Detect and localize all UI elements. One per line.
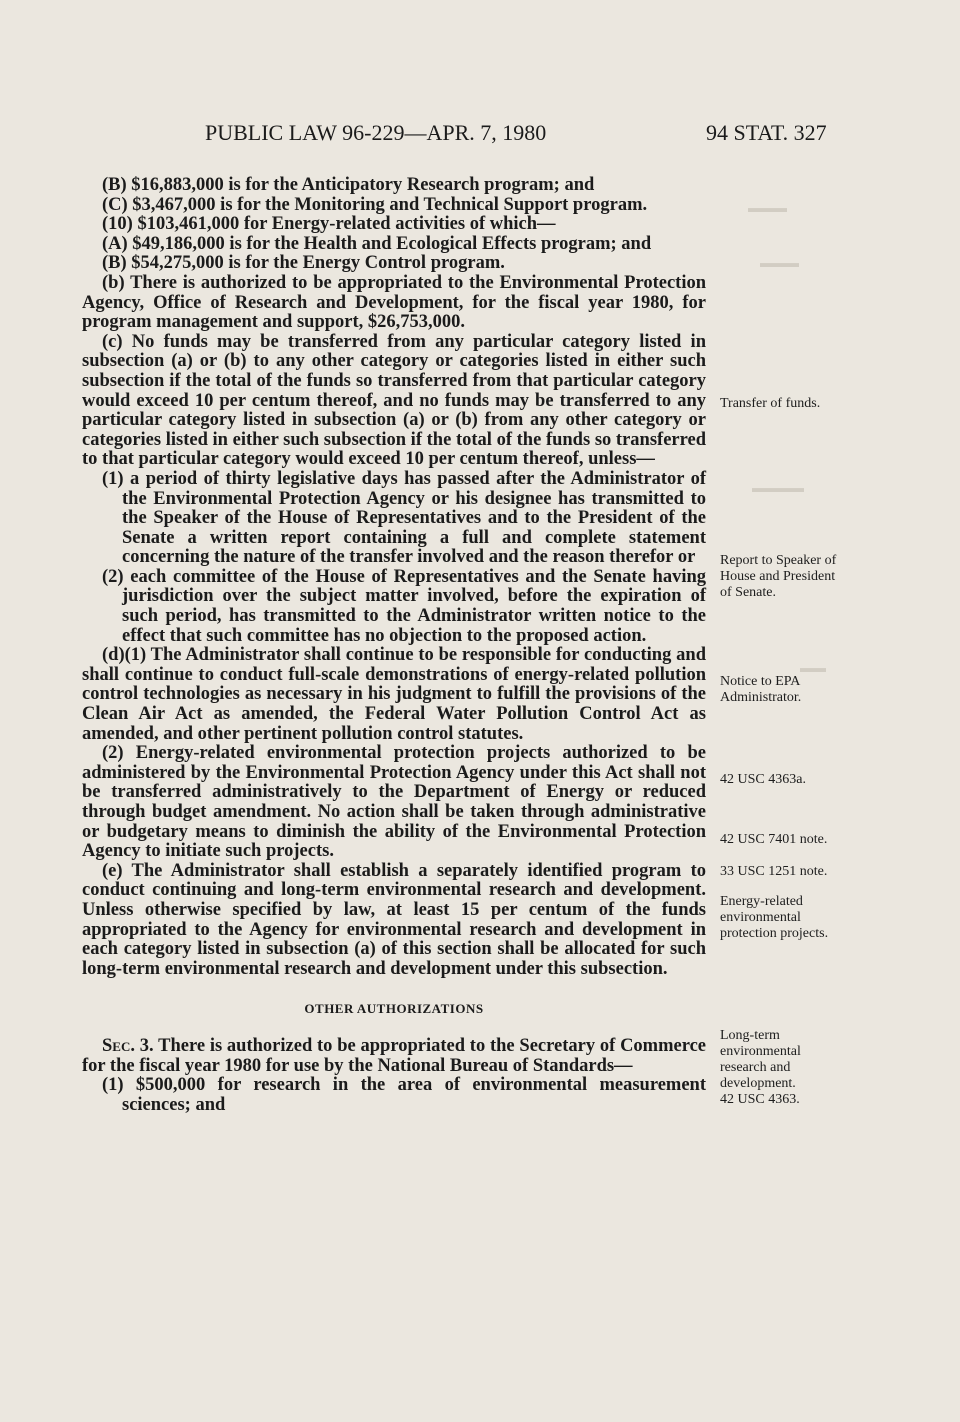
paragraph: (2) each committee of the House of Representatives and the Senate having jurisdiction over the subject matter involved, before the expiration of such period, has transmitted to the Administrator written notice to the effect that such committee has no objection to the proposed action.: [102, 566, 706, 646]
margin-note-transfer: Transfer of funds.: [720, 396, 821, 411]
paragraph: (e) The Administrator shall establish a separately identified program to conduct continuing and long-term environmental research and development. Unless otherwise specified by law, at least 15 per centum of the funds appropriated to the Agency for environmental research and development in each category listed in subsection (a) of this section shall be allocated for such long-term environmental research and development under this subsection.: [82, 860, 706, 979]
paragraph: (1) $500,000 for research in the area of environmental measurement sciences; and: [102, 1075, 706, 1115]
section-heading: OTHER AUTHORIZATIONS: [304, 1001, 484, 1017]
margin-note-longterm: Long-term environmental research and development.: [720, 1028, 801, 1091]
section-text: 3. There is authorized to be appropriated to the Secretary of Commerce for the fiscal year 1980 for use by the National Bureau of Standards—: [82, 1035, 707, 1076]
margin-note-usc-7401: 42 USC 7401 note.: [720, 832, 828, 847]
paragraph: (10) $103,461,000 for Energy-related activities of which—: [102, 214, 556, 235]
paragraph: (A) $49,186,000 is for the Health and Ecological Effects program; and: [102, 233, 652, 254]
paragraph: (B) $54,275,000 is for the Energy Control program.: [102, 253, 505, 274]
bleed-through-mark: ▬▬▬: [748, 200, 787, 215]
bleed-through-mark: ▬▬: [800, 660, 826, 675]
page-header-title: PUBLIC LAW 96-229—APR. 7, 1980: [205, 120, 547, 145]
paragraph: (1) a period of thirty legislative days has passed after the Administrator of the Environmental Protection Agency or his designee has transmitted to the Speaker of the House of Representatives and to the President of the Senate a written report containing a full and complete statement concerning the nature of the transfer involved and the reason therefor or: [102, 468, 706, 568]
margin-note-energy: Energy-related environmental protection projects.: [720, 894, 829, 941]
paragraph: (c) No funds may be transferred from any particular category listed in subsection (a) or (b) to any other category or categories listed in either such subsection if the total of the funds so transferred from that particular category would exceed 10 per centum thereof, and no funds may be transferred to any particular category listed in subsection (a) or (b) from any other category or categories listed in either such subsection if the total of the funds so transferred to that particular category would exceed 10 per centum thereof, unless—: [82, 331, 706, 470]
body-text: [82, 176, 706, 1115]
margin-note-usc-1251: 33 USC 1251 note.: [720, 864, 828, 879]
paragraph: [82, 1037, 706, 1076]
margin-note-notice: Notice to EPA Administrator.: [720, 674, 802, 705]
paragraph: (B) $16,883,000 is for the Anticipatory Research program; and: [102, 175, 595, 195]
bleed-through-mark: ▬▬▬: [760, 255, 799, 270]
paragraph: (b) There is authorized to be appropriated to the Environmental Protection Agency, Office of Research and Development, for the fiscal year 1980, for program management and support, $26,753,000.: [82, 272, 706, 333]
bleed-through-mark: ▬▬▬▬: [752, 480, 804, 495]
margin-note-usc-4363: 42 USC 4363.: [720, 1092, 800, 1107]
page-header-stat: 94 STAT. 327: [706, 120, 827, 145]
paragraph: (2) Energy-related environmental protection projects authorized to be administered by the Environmental Protection Agency under this Act shall not be transferred administratively to the Department of Energy or reduced through budget amendment. No action shall be taken through administrative or budgetary means to diminish the ability of the Environmental Protection Agency to initiate such projects.: [82, 743, 706, 862]
margin-note-report: Report to Speaker of House and President of Senate.: [720, 553, 837, 600]
section-label: Sec.: [102, 1035, 135, 1056]
paragraph: (d)(1) The Administrator shall continue to be responsible for conducting and shall continue to conduct full-scale demonstrations of energy-related pollution control technologies as necessary in his judgment to fulfill the provisions of the Clean Air Act as amended, the Federal Water Pollution Control Act as amended, and other pertinent pollution control statutes.: [82, 645, 706, 744]
margin-note-usc-4363a: 42 USC 4363a.: [720, 772, 806, 787]
paragraph: (C) $3,467,000 is for the Monitoring and Technical Support program.: [102, 194, 648, 215]
